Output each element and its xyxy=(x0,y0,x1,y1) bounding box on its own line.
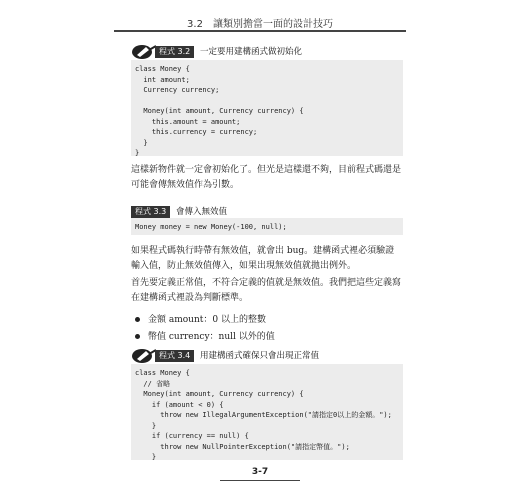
code-listing xyxy=(131,218,403,235)
listing-title: 一定要用建構函式做初始化 xyxy=(200,47,303,57)
code-listing xyxy=(131,364,403,460)
paragraph: 這樣新物件就一定會初始化了。但光是這樣還不夠，目前程式碼還是可能會傳無效值作為引數。 xyxy=(131,165,402,190)
pencil-icon xyxy=(131,44,157,60)
bullet-icon xyxy=(135,317,140,322)
running-header-title: 3.2 讓類別擔當一面的設計技巧 xyxy=(187,19,333,30)
pencil-icon xyxy=(131,348,157,364)
listing-title: 會傳入無效值 xyxy=(176,207,228,217)
code-block: class Money { int amount; Currency currency; Money(int amount, Currency currency) { this.amount = amount; this.currency = currency; } } xyxy=(135,65,304,157)
list-item-text: 金額 amount：0 以上的整數 xyxy=(148,315,266,325)
listing-tag: 程式 3.2 xyxy=(155,46,194,58)
page-number: 3-7 xyxy=(251,467,269,477)
bullet-icon xyxy=(135,334,140,339)
listing-tag: 程式 3.3 xyxy=(131,206,170,218)
list-item-text: 幣值 currency：null 以外的值 xyxy=(148,332,275,342)
code-listing xyxy=(131,60,403,156)
code-block: class Money { // 省略 Money(int amount, Currency currency) { if (amount < 0) { throw new IllegalArgumentException("請指定0以上的金額。"); } if (currency == null) { throw new NullPointerException("請指定幣值。"); } xyxy=(135,369,392,461)
header-divider xyxy=(114,30,406,32)
code-block: Money money = new Money(-100, null); xyxy=(135,223,287,231)
footer-divider xyxy=(220,480,300,481)
paragraph: 首先要定義正常值，不符合定義的值就是無效值。我們把這些定義寫在建構函式裡設為判斷標準。 xyxy=(131,278,402,303)
paragraph: 如果程式碼執行時帶有無效值，就會出 bug。建構函式裡必須驗證輸入值，防止無效值傳入，如果出現無效值就拋出例外。 xyxy=(131,246,395,271)
listing-tag: 程式 3.4 xyxy=(155,350,194,362)
listing-title: 用建構函式確保只會出現正常值 xyxy=(200,351,320,361)
